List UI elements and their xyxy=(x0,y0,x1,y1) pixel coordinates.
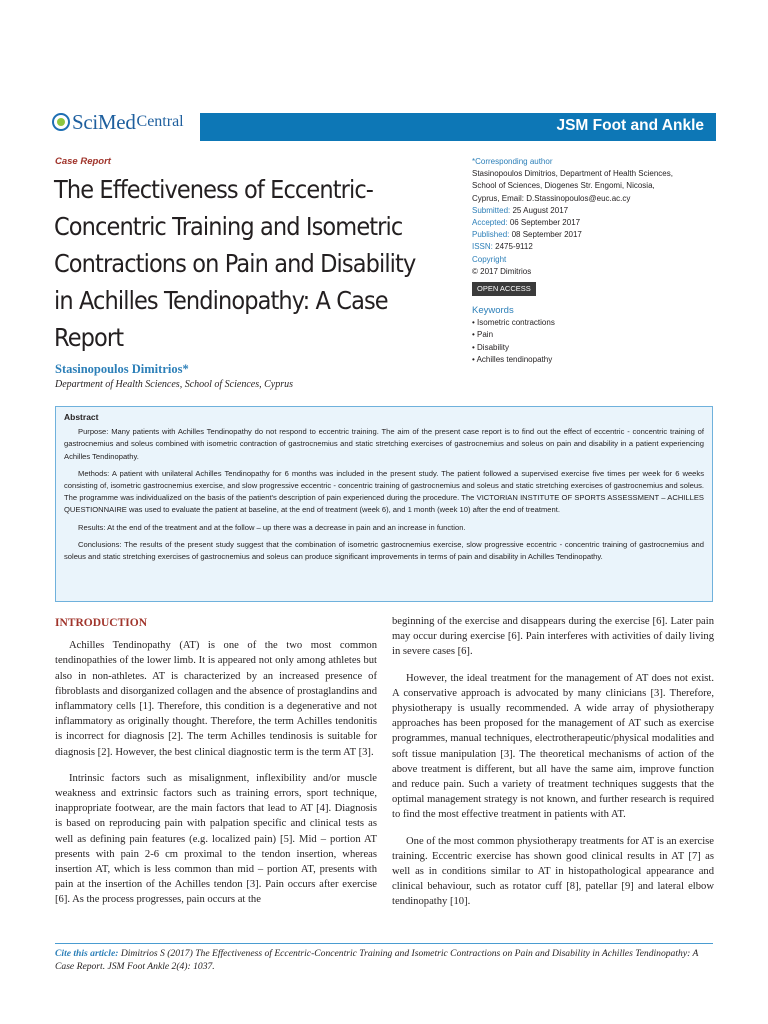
accepted-row xyxy=(472,217,722,229)
body-paragraph: One of the most common physiotherapy treatments for AT is an exercise training. Eccentric exercise has shown good clinical results in AT [7] as well as in conditions similar to AT in histopathological appearance and clinical behaviour, such as rotator cuff [8], patellar [9] and lateral elbow tendinopathy [10]. xyxy=(392,835,714,908)
keyword-item: • Pain xyxy=(472,330,494,340)
abstract-paragraph: Results: At the end of the treatment and at the follow – up there was a decrease in pain and an increase in function. xyxy=(78,522,466,532)
title-line: The Effectiveness of Eccentric- xyxy=(54,175,374,204)
logo-central-text: Central xyxy=(136,113,184,130)
issn-label: ISSN: xyxy=(472,242,493,252)
corresponding-line: School of Sciences, Diogenes Str. Engomi, Nicosia, xyxy=(472,181,655,191)
accepted-date: 06 September 2017 xyxy=(509,218,581,228)
scimed-logo-icon xyxy=(52,113,70,131)
published-row xyxy=(472,229,722,241)
article-info-sidebar xyxy=(472,156,722,366)
title-line: in Achilles Tendinopathy: A Case xyxy=(54,286,388,315)
keyword-item: • Achilles tendinopathy xyxy=(472,354,553,364)
published-label: Published: xyxy=(472,230,510,240)
abstract-paragraph: Purpose: Many patients with Achilles Tendinopathy do not respond to eccentric training. The aim of the present case report is to find out the effect of eccentric - concentric training of gastrocnemius and soleus combined with isometric contraction of gastrocnemius and static stretching exercises of gastrocnemius and soleus on pain and disability in a patient experiencing Achilles Tendinopathy. xyxy=(64,427,704,461)
journal-header-bar xyxy=(200,113,716,141)
journal-title: JSM Foot and Ankle xyxy=(556,117,704,134)
body-paragraph: However, the ideal treatment for the management of AT does not exist. A conservative approach is advocated by many clinicians [3]. Therefore, physiotherapy is usually recommended. A wide array of physiotherapy approaches has been proposed for the management of AT such as exercise programmes, manual techniques, electrotherapeutic/physical modalities and soft tissue manipulation [3]. The theoretical mechanisms of action of the above treatment is different, but all have the same aim, improve function and reduce pain. Such a variety of treatment techniques suggests that the optimal management strategy is not known, and further research is required to find the most effective treatment in patients with AT. xyxy=(392,672,714,821)
logo-sci-text: SciMed xyxy=(72,109,136,134)
author-name: Stasinopoulos Dimitrios* xyxy=(55,362,189,376)
article-title xyxy=(54,171,416,356)
keyword-item: • Isometric contractions xyxy=(472,318,555,328)
issn-row xyxy=(472,241,722,253)
submitted-label: Submitted: xyxy=(472,205,511,215)
corresponding-email-link[interactable]: D.Stassinopoulos@euc.ac.cy xyxy=(526,193,631,203)
accepted-label: Accepted: xyxy=(472,218,508,228)
cite-text: Dimitrios S (2017) The Effectiveness of Eccentric-Concentric Training and Isometric Contractions on Pain and Disability in Achilles Tendinopathy: A Case Report. JSM Foot Ankle 2(4): 1037. xyxy=(55,948,699,972)
citation xyxy=(55,948,715,973)
corresponding-email-row xyxy=(472,193,722,205)
title-line: Concentric Training and Isometric xyxy=(54,212,403,241)
cite-label: Cite this article: xyxy=(55,948,119,959)
keyword-item: • Disability xyxy=(472,342,510,352)
body-paragraph: Intrinsic factors such as misalignment, inflexibility and/or muscle weakness and extrinsic factors such as training errors, sport technique, inappropriate footwear, are the main factors that lead to AT [4]. Diagnosis is based on reproducing pain with palpation specific and clinical tests as well as defining pain features (e.g. localized pain) [5]. Mid – portion AT presents with pain 2-6 cm proximal to the tendon insertion, whereas insertion AT, which is less common than mid – portion AT, presents with pain at the insertion of the Achilles tendon [3]. Pain occurs after exercise [6]. As the process progresses, pain occurs at the xyxy=(55,772,377,906)
copyright-value: © 2017 Dimitrios xyxy=(472,266,532,276)
footer-divider xyxy=(55,943,713,944)
article-type: Case Report xyxy=(55,156,111,167)
abstract-paragraph: Conclusions: The results of the present study suggest that the combination of isometric gastrocnemius exercise, slow progressive eccentric - concentric training of gastrocnemius and soleus and static stretching exercises of gastrocnemius and soleus can produce significant improvements in terms of pain and disability in Achilles Tendinopathy. xyxy=(64,539,704,562)
author-affiliation: Department of Health Sciences, School of Sciences, Cyprus xyxy=(55,379,293,390)
email-prefix: Cyprus, Email: xyxy=(472,193,527,203)
body-paragraph: beginning of the exercise and disappears during the exercise [6]. Later pain may occur during exercise [6]. Pain interferes with activities of daily living in severe cases [6]. xyxy=(392,616,714,658)
abstract-box xyxy=(55,406,713,602)
publisher-logo xyxy=(52,109,184,135)
corresponding-line: Stasinopoulos Dimitrios, Department of Health Sciences, xyxy=(472,169,673,179)
published-date: 08 September 2017 xyxy=(511,230,582,240)
keywords-label: Keywords xyxy=(472,305,514,317)
title-line: Contractions on Pain and Disability xyxy=(54,249,416,278)
abstract-paragraph: Methods: A patient with unilateral Achilles Tendinopathy for 6 months was included in the present study. The patient followed a supervised exercise five times per week for 6 weeks consisting of, isometric gastrocnemius exercise, and slow progressive eccentric - concentric training of gastrocnemius and soleus and static stretching exercises of gastrocnemius and soleus. The programme was individualized on the basis of the patient's description of pain experienced during the procedure. The VICTORIAN INSTITUTE OF SPORTS ASSESSMENT – ACHILLES QUESTIONNAIRE was used to evaluate the patient at baseline, at the end of treatment (week 6), and 1 month (week 10) after the end of treatment. xyxy=(64,468,704,515)
body-paragraph: Achilles Tendinopathy (AT) is one of the two most common tendinopathies of the lower limb. It is appeared not only among athletes but also in non-athletes. AT is characterized by an increased presence of fibroblasts and disorganized collagen and the absence of prostaglandins and inflammatory cells [1]. Therefore, this condition is a degenerative and not inflammatory as originally thought. Therefore, the term Achilles tendonitis is incorrect for diagnosis [2]. The term Achilles tendinosis is suitable for diagnosis [2]. However, the best clinical diagnostic term is the term AT [3]. xyxy=(55,640,377,758)
section-heading-introduction: INTRODUCTION xyxy=(55,617,148,629)
title-line: Report xyxy=(54,323,124,352)
open-access-badge: OPEN ACCESS xyxy=(472,282,536,296)
issn-value: 2475-9112 xyxy=(495,242,533,252)
body-column-right xyxy=(392,614,714,921)
copyright-label: Copyright xyxy=(472,254,507,264)
submitted-row xyxy=(472,205,722,217)
abstract-title: Abstract xyxy=(64,412,99,422)
corresponding-label: *Corresponding author xyxy=(472,157,553,166)
submitted-date: 25 August 2017 xyxy=(512,205,569,215)
body-column-left xyxy=(55,616,377,919)
